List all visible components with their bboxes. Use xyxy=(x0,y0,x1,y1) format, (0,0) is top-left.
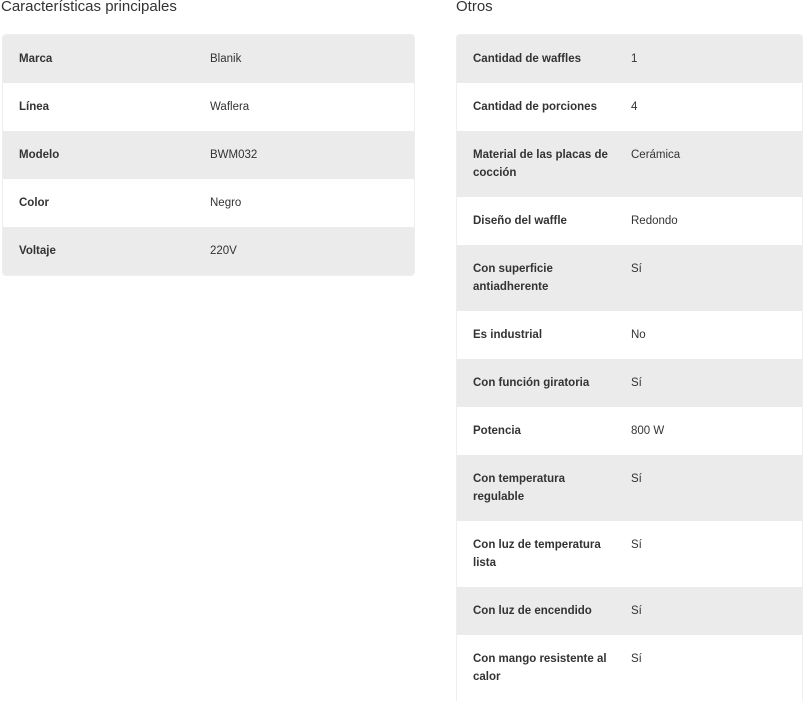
row-label: Es industrial xyxy=(473,329,543,341)
row-value: Sí xyxy=(631,263,642,275)
row-value: 4 xyxy=(631,101,638,113)
row-label: Con función giratoria xyxy=(473,377,590,389)
row-value: Sí xyxy=(631,377,642,389)
row-value: Blanik xyxy=(210,53,242,65)
row-label: Con luz de temperatura lista xyxy=(473,539,601,569)
table-row xyxy=(457,407,802,455)
table-row xyxy=(457,245,802,311)
table-row xyxy=(457,359,802,407)
row-label: Color xyxy=(19,197,50,209)
table-row xyxy=(457,131,802,197)
row-value: Sí xyxy=(631,653,642,665)
row-label: Material de las placas de cocción xyxy=(473,149,608,179)
row-value: No xyxy=(631,329,646,341)
row-label: Potencia xyxy=(473,425,521,437)
other-features-title: Otros xyxy=(456,0,493,15)
row-label: Con temperatura regulable xyxy=(473,473,566,503)
row-value: Sí xyxy=(631,605,642,617)
table-row xyxy=(457,587,802,635)
row-value: 800 W xyxy=(631,425,665,437)
row-value: 220V xyxy=(210,245,237,257)
row-label: Con mango resistente al calor xyxy=(473,653,607,683)
table-row xyxy=(457,455,802,521)
table-row xyxy=(457,197,802,245)
row-value: 1 xyxy=(631,53,638,65)
table-row xyxy=(457,311,802,359)
row-value: Cerámica xyxy=(631,149,681,161)
table-row xyxy=(3,179,414,227)
table-row xyxy=(457,83,802,131)
row-value: Sí xyxy=(631,473,642,485)
table-row xyxy=(3,35,414,83)
main-features-table xyxy=(2,34,415,276)
row-label: Con superficie antiadherente xyxy=(473,263,553,293)
table-row xyxy=(457,521,802,587)
row-label: Diseño del waffle xyxy=(473,215,567,227)
table-row xyxy=(3,83,414,131)
row-label: Con luz de encendido xyxy=(473,605,592,617)
row-label: Marca xyxy=(19,53,53,65)
row-value: BWM032 xyxy=(210,149,258,161)
table-row xyxy=(457,635,802,701)
row-value: Redondo xyxy=(631,215,678,227)
other-features-table xyxy=(456,34,803,701)
table-row xyxy=(457,35,802,83)
row-value: Negro xyxy=(210,197,242,209)
row-value: Sí xyxy=(631,539,642,551)
table-row xyxy=(3,227,414,275)
row-value: Waflera xyxy=(210,101,250,113)
row-label: Voltaje xyxy=(19,245,56,257)
row-label: Cantidad de porciones xyxy=(473,101,597,113)
main-features-title: Características principales xyxy=(1,0,177,15)
row-label: Cantidad de waffles xyxy=(473,53,581,65)
row-label: Modelo xyxy=(19,149,60,161)
table-row xyxy=(3,131,414,179)
row-label: Línea xyxy=(19,101,50,113)
